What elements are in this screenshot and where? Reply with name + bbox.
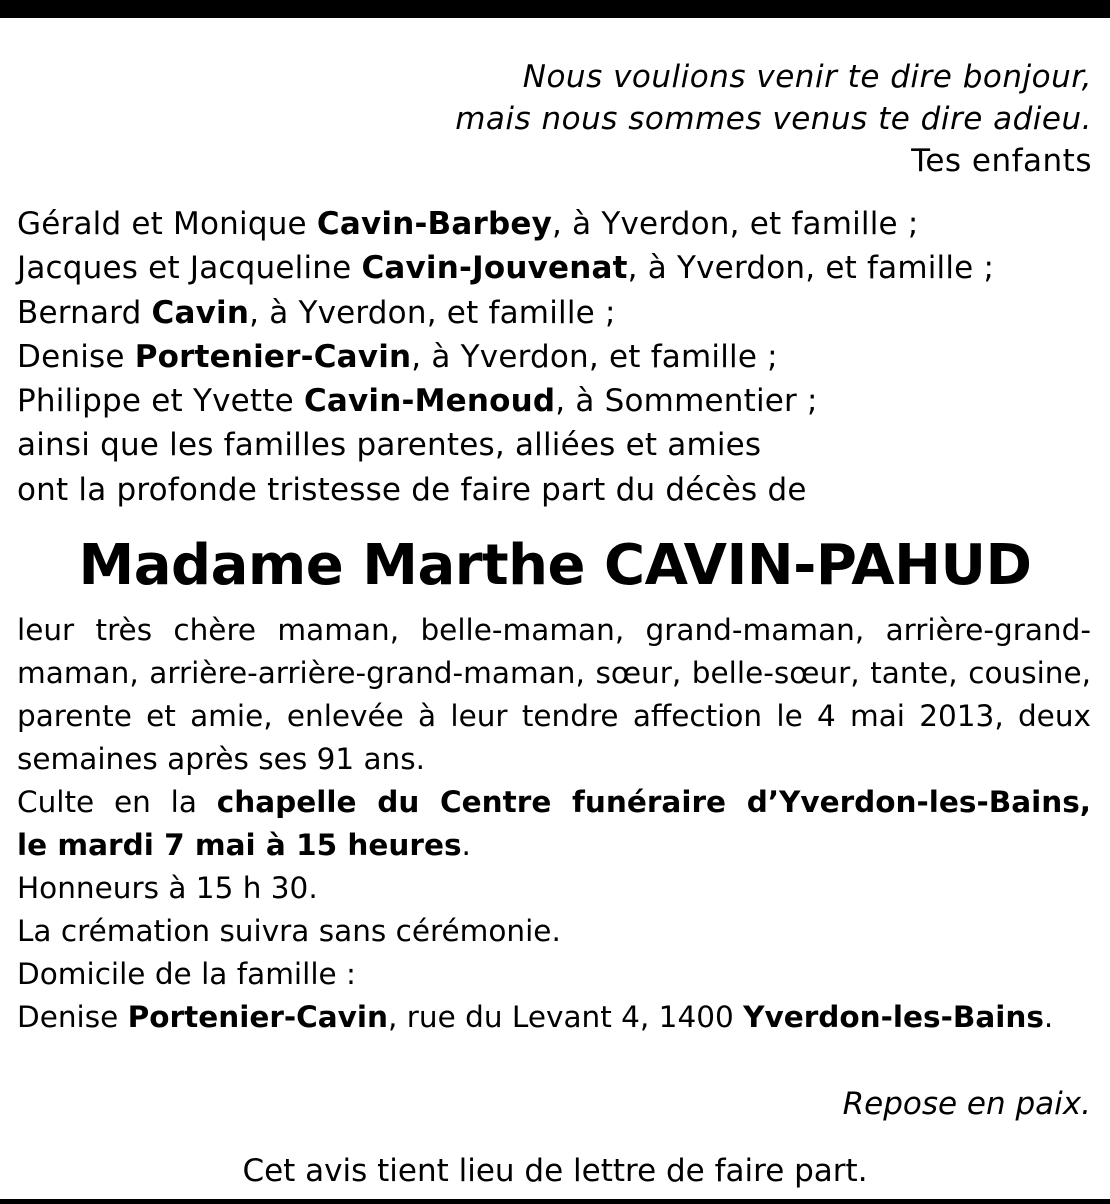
deceased-name: Madame Marthe CAVIN-PAHUD [78, 533, 1032, 598]
family-list [17, 202, 994, 512]
tribute-line: semaines après ses 91 ans. [17, 742, 426, 776]
family-entry [17, 335, 994, 379]
ceremony-prefix: Culte en la [17, 785, 217, 819]
ceremony-time: le mardi 7 mai à 15 heures [17, 828, 462, 862]
notice-body [17, 609, 1091, 1039]
tribute-line: parente et amie, enlevée à leur tendre affection le 4 mai 2013, deux [17, 699, 1091, 733]
family-entry-name: Cavin [151, 294, 250, 331]
domicile-label: Domicile de la famille : [17, 957, 356, 991]
ceremony-line [17, 781, 1091, 824]
epigraph [455, 56, 1092, 182]
family-closing-line: ont la profonde tristesse de faire part du décès de [17, 471, 807, 508]
family-entry-prefix: Bernard [17, 294, 152, 331]
ceremony-time-line [17, 824, 1091, 867]
family-entry-prefix: Denise [17, 338, 135, 375]
domicile-line [17, 996, 1091, 1039]
family-entry-name: Cavin-Barbey [316, 206, 552, 242]
domicile-address: , rue du Levant 4, 1400 [388, 1000, 744, 1034]
family-entry-name: Portenier-Cavin [134, 338, 412, 375]
family-entry-suffix: , à Yverdon, et famille ; [627, 250, 995, 287]
family-entry [17, 246, 994, 290]
family-entry-suffix: , à Sommentier ; [555, 383, 818, 420]
family-entry-name: Cavin-Jouvenat [361, 250, 628, 287]
bottom-rule [0, 1199, 1110, 1204]
epigraph-line-2: mais nous sommes venus te dire adieu. [455, 101, 1092, 137]
honneurs-line: Honneurs à 15 h 30. [17, 871, 318, 905]
family-entry-prefix: Philippe et Yvette [17, 383, 304, 420]
tribute-line: maman, arrière-arrière-grand-maman, sœur, belle-sœur, tante, cousine, [17, 656, 1091, 690]
family-entry-suffix: , à Yverdon, et famille ; [552, 206, 919, 242]
family-entry-suffix: , à Yverdon, et famille ; [249, 294, 616, 331]
cremation-line: La crémation suivra sans cérémonie. [17, 914, 561, 948]
domicile-prefix: Denise [17, 1000, 128, 1034]
domicile-city: Yverdon-les-Bains [743, 1000, 1044, 1034]
epigraph-line-1: Nous voulions venir te dire bonjour, [522, 59, 1092, 95]
ceremony-place: chapelle du Centre funéraire d’Yverdon-les-Bains, [216, 785, 1091, 819]
top-rule [0, 0, 1110, 18]
family-closing-line: ainsi que les familles parentes, alliées et amies [17, 427, 762, 464]
family-entry [17, 202, 994, 246]
footer-note: Cet avis tient lieu de lettre de faire part. [242, 1153, 868, 1189]
domicile-name: Portenier-Cavin [127, 1000, 389, 1034]
ceremony-period: . [461, 828, 471, 862]
family-entry-prefix: Jacques et Jacqueline [17, 250, 362, 287]
family-entry [17, 379, 994, 423]
tribute-line: leur très chère maman, belle-maman, grand-maman, arrière-grand- [17, 613, 1091, 647]
domicile-period: . [1043, 1000, 1054, 1034]
family-entry-prefix: Gérald et Monique [17, 206, 317, 242]
family-entry-name: Cavin-Menoud [303, 383, 556, 420]
epigraph-signature: Tes enfants [911, 143, 1092, 179]
family-entry [17, 291, 994, 335]
repose-line: Repose en paix. [842, 1086, 1091, 1122]
family-entry-suffix: , à Yverdon, et famille ; [411, 338, 778, 375]
